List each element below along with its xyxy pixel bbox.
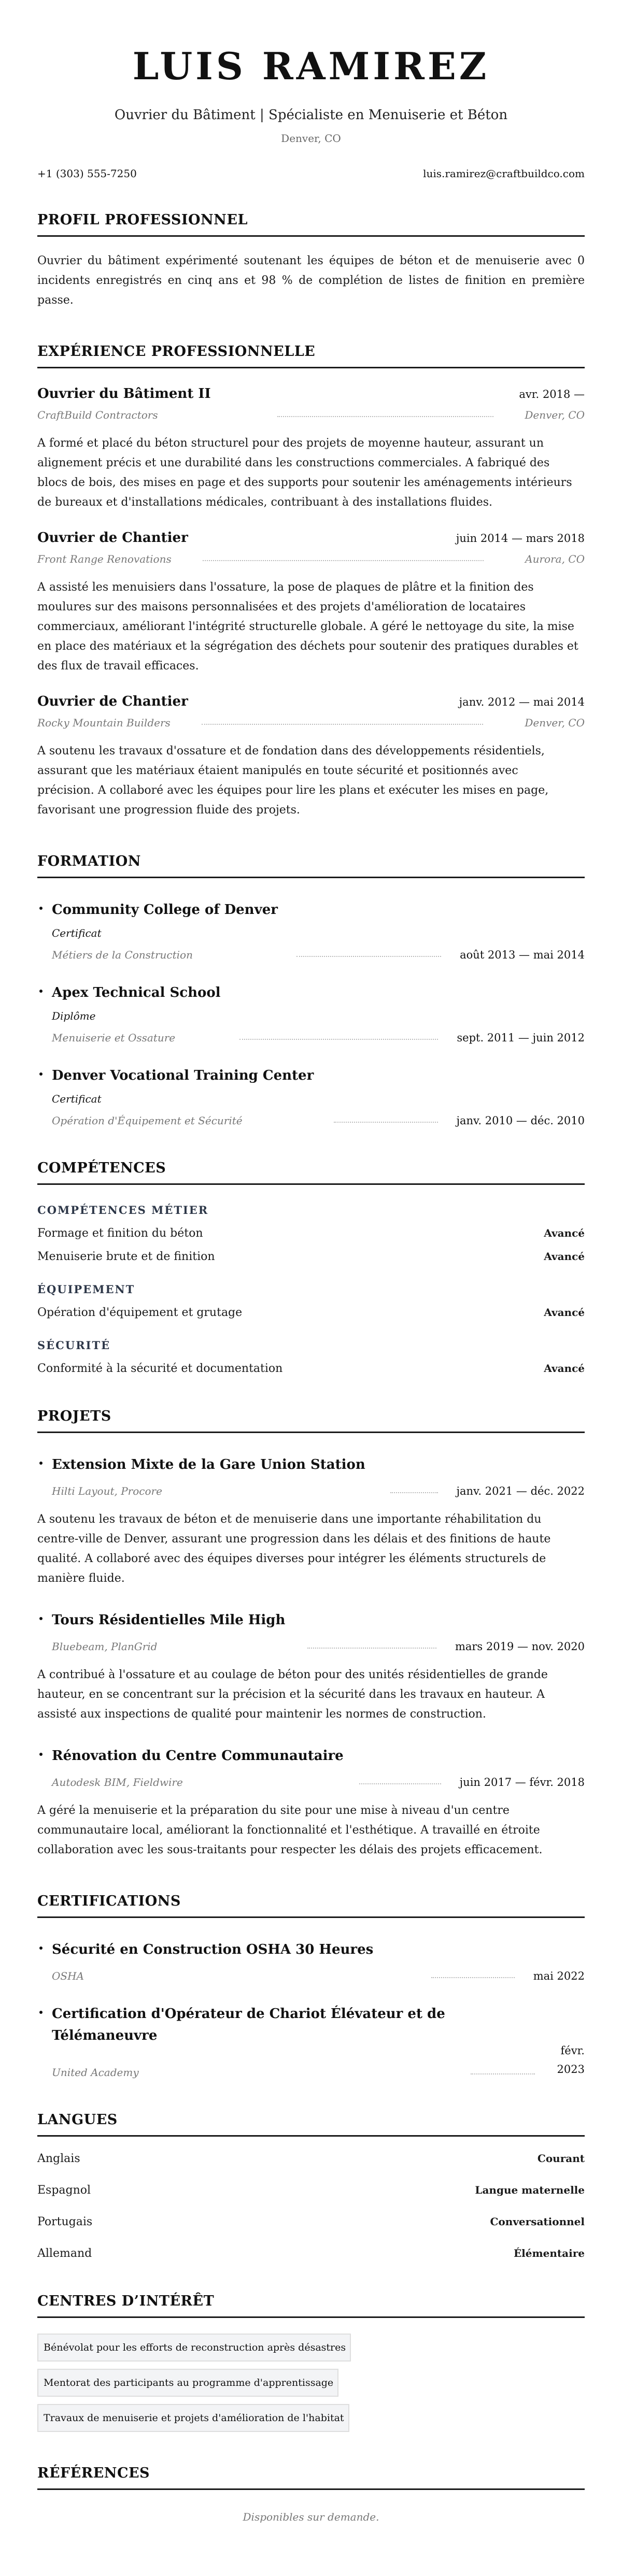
candidate-tagline: Ouvrier du Bâtiment | Spécialiste en Menuiserie et Béton <box>114 107 508 123</box>
skills-section <box>37 1160 585 1375</box>
project-entry <box>37 1745 585 1860</box>
section-title: RÉFÉRENCES <box>37 2465 585 2490</box>
skill-name: Opération d'équipement et grutage <box>37 1306 243 1320</box>
job-title: Ouvrier de Chantier <box>37 530 188 546</box>
field-of-study: Menuiserie et Ossature <box>52 1032 176 1044</box>
job-title: Ouvrier du Bâtiment II <box>37 386 211 402</box>
project-tools: Bluebeam, PlanGrid <box>52 1640 158 1653</box>
certification-entry <box>37 2003 585 2079</box>
interests-section <box>37 2293 585 2432</box>
language-row <box>37 2184 585 2197</box>
interest-tag: Mentorat des participants au programme d'apprentissage <box>37 2369 338 2397</box>
job-location: Denver, CO <box>525 717 585 729</box>
email-address[interactable]: luis.ramirez@craftbuildco.com <box>423 167 585 180</box>
project-name: Rénovation du Centre Communautaire <box>52 1748 344 1764</box>
skill-row <box>37 1306 585 1319</box>
skill-name: Conformité à la sécurité et documentation <box>37 1362 283 1376</box>
skill-name: Formage et finition du béton <box>37 1227 203 1240</box>
interest-tags <box>37 2334 585 2432</box>
language-level: Conversationnel <box>490 2215 585 2228</box>
job-location: Aurora, CO <box>525 553 585 566</box>
degree-type: Diplôme <box>52 1010 96 1023</box>
job-location: Denver, CO <box>525 409 585 422</box>
company-name: CraftBuild Contractors <box>37 409 158 422</box>
dotted-leader <box>431 1977 515 1978</box>
project-entry <box>37 1454 585 1588</box>
school-name: Denver Vocational Training Center <box>52 1068 314 1084</box>
language-row <box>37 2247 585 2260</box>
project-description: A contribué à l'ossature et au coulage de béton pour des unités résidentielles de grande hauteur, en se concentrant sur la précision et la sécurité dans les travaux en hauteur. A assisté aux inspections de qualité pour maintenir les normes de construction. <box>37 1668 548 1721</box>
certification-date: mai 2022 <box>533 1970 585 1983</box>
job-title: Ouvrier de Chantier <box>37 694 188 710</box>
skill-category-title: ÉQUIPEMENT <box>37 1283 135 1296</box>
section-title: CERTIFICATIONS <box>37 1893 585 1918</box>
education-dates: janv. 2010 — déc. 2010 <box>456 1114 585 1127</box>
skill-level: Avancé <box>544 1306 585 1319</box>
section-title: FORMATION <box>37 853 585 878</box>
dotted-leader <box>203 560 484 561</box>
experience-entry <box>37 694 585 820</box>
certification-name: Certification d'Opérateur de Chariot Élévateur et de Télémaneuvre <box>52 2006 445 2044</box>
project-description: A soutenu les travaux de béton et de menuiserie dans une importante réhabilitation du centre-ville de Denver, assurant une progression dans les délais et des finitions de haute qualité. A collaboré avec des équipes diverses pour intégrer les éléments structurels de manière fluide. <box>37 1513 551 1585</box>
dotted-leader <box>390 1492 438 1493</box>
job-description: A soutenu les travaux d'ossature et de fondation dans des développements résidentiels, assurant que les matériaux étaient manipulés en toute sécurité et positionnés avec précision. A collaboré avec les équipes pour lire les plans et exécuter les mises en page, favorisant une progression fluide des projets. <box>37 745 549 817</box>
skill-name: Menuiserie brute et de finition <box>37 1250 215 1264</box>
skill-level: Avancé <box>544 1227 585 1240</box>
project-dates: mars 2019 — nov. 2020 <box>455 1640 585 1653</box>
project-dates: janv. 2021 — déc. 2022 <box>456 1485 585 1498</box>
skill-level: Avancé <box>544 1250 585 1263</box>
interest-tag: Bénévolat pour les efforts de reconstruction après désastres <box>37 2334 351 2362</box>
certification-date: févr. 2023 <box>557 2044 585 2076</box>
project-tools: Hilti Layout, Procore <box>52 1485 162 1498</box>
experience-section <box>37 344 585 820</box>
language-level: Langue maternelle <box>475 2184 585 2197</box>
experience-entry <box>37 530 585 676</box>
degree-type: Certificat <box>52 1093 102 1106</box>
education-dates: sept. 2011 — juin 2012 <box>457 1032 585 1044</box>
project-name: Extension Mixte de la Gare Union Station <box>52 1457 365 1473</box>
project-description: A géré la menuiserie et la préparation du site pour une mise à niveau d'un centre communautaire local, améliorant la fonctionnalité et l'esthétique. A travaillé en étroite collaboration avec les sous-traitants pour respecter les délais des projets efficacement. <box>37 1804 543 1857</box>
languages-section <box>37 2112 585 2260</box>
skill-row <box>37 1250 585 1263</box>
dotted-leader <box>334 1122 438 1123</box>
job-description: A formé et placé du béton structurel pour des projets de moyenne hauteur, assurant un alignement précis et une durabilité dans les constructions commerciales. A fabriqué des blocs de bois, des mises en page et des supports pour soutenir les aménagements intérieurs de bureaux et d'installations médicales, contribuant à des installations fluides. <box>37 437 572 509</box>
language-level: Courant <box>537 2152 585 2165</box>
dotted-leader <box>359 1783 441 1784</box>
certification-issuer: OSHA <box>52 1970 84 1983</box>
profile-summary: Ouvrier du bâtiment expérimenté soutenant les équipes de béton et de menuiserie avec 0 incidents enregistrés en cinq ans et 98 % de complétion de listes de finition en première passe. <box>37 254 585 307</box>
school-name: Apex Technical School <box>52 985 221 1001</box>
language-name: Anglais <box>37 2152 80 2166</box>
language-level: Élémentaire <box>513 2247 585 2260</box>
language-row <box>37 2152 585 2165</box>
dotted-leader <box>471 2073 535 2074</box>
language-row <box>37 2215 585 2228</box>
section-title: CENTRES D’INTÉRÊT <box>37 2293 585 2318</box>
skill-row <box>37 1362 585 1375</box>
dotted-leader <box>277 416 494 417</box>
references-note: Disponibles sur demande. <box>243 2511 379 2524</box>
skill-category-title: SÉCURITÉ <box>37 1339 111 1352</box>
field-of-study: Opération d'Équipement et Sécurité <box>52 1114 243 1127</box>
education-entry <box>37 982 585 1044</box>
job-dates: juin 2014 — mars 2018 <box>456 532 585 545</box>
phone-number[interactable]: +1 (303) 555-7250 <box>37 167 137 180</box>
profile-section <box>37 212 585 310</box>
education-dates: août 2013 — mai 2014 <box>460 949 585 962</box>
project-dates: juin 2017 — févr. 2018 <box>459 1776 585 1789</box>
certification-entry <box>37 1939 585 1982</box>
references-section <box>37 2465 585 2523</box>
job-dates: avr. 2018 — <box>519 388 585 401</box>
dotted-leader <box>307 1648 436 1649</box>
certification-issuer: United Academy <box>52 2066 139 2079</box>
education-entry <box>37 899 585 961</box>
education-entry <box>37 1065 585 1127</box>
skill-row <box>37 1227 585 1240</box>
project-name: Tours Résidentielles Mile High <box>52 1612 286 1628</box>
candidate-name: LUIS RAMIREZ <box>132 44 490 88</box>
contact-row <box>37 167 585 180</box>
section-title: PROJETS <box>37 1408 585 1433</box>
resume-header <box>37 46 585 145</box>
candidate-location: Denver, CO <box>281 132 341 145</box>
education-section <box>37 853 585 1127</box>
certification-name: Sécurité en Construction OSHA 30 Heures <box>52 1942 374 1958</box>
dotted-leader <box>202 724 484 725</box>
section-title: PROFIL PROFESSIONNEL <box>37 212 585 237</box>
dotted-leader <box>239 1039 438 1040</box>
job-dates: janv. 2012 — mai 2014 <box>459 696 585 709</box>
section-title: LANGUES <box>37 2112 585 2137</box>
project-entry <box>37 1609 585 1724</box>
project-tools: Autodesk BIM, Fieldwire <box>52 1776 183 1789</box>
interest-tag: Travaux de menuiserie et projets d'amélioration de l'habitat <box>37 2404 349 2432</box>
degree-type: Certificat <box>52 927 102 940</box>
school-name: Community College of Denver <box>52 902 278 918</box>
dotted-leader <box>296 956 441 957</box>
skill-level: Avancé <box>544 1362 585 1375</box>
language-name: Allemand <box>37 2247 92 2260</box>
company-name: Rocky Mountain Builders <box>37 717 171 729</box>
skill-category-title: COMPÉTENCES MÉTIER <box>37 1204 209 1217</box>
field-of-study: Métiers de la Construction <box>52 949 193 962</box>
language-name: Portugais <box>37 2215 93 2229</box>
certifications-section <box>37 1893 585 2079</box>
job-description: A assisté les menuisiers dans l'ossature, la pose de plaques de plâtre et la finition des moulures sur des maisons personnalisées et des projets d'amélioration de locataires commerciaux, améliorant l'intégrité structurelle globale. A géré le nettoyage du site, la mise en place des matériaux et la ségrégation des déchets pour soutenir des pratiques durables et des flux de travail efficaces. <box>37 581 578 673</box>
section-title: EXPÉRIENCE PROFESSIONNELLE <box>37 344 585 368</box>
projects-section <box>37 1408 585 1860</box>
company-name: Front Range Renovations <box>37 553 172 566</box>
experience-entry <box>37 386 585 512</box>
language-name: Espagnol <box>37 2184 91 2197</box>
section-title: COMPÉTENCES <box>37 1160 585 1185</box>
